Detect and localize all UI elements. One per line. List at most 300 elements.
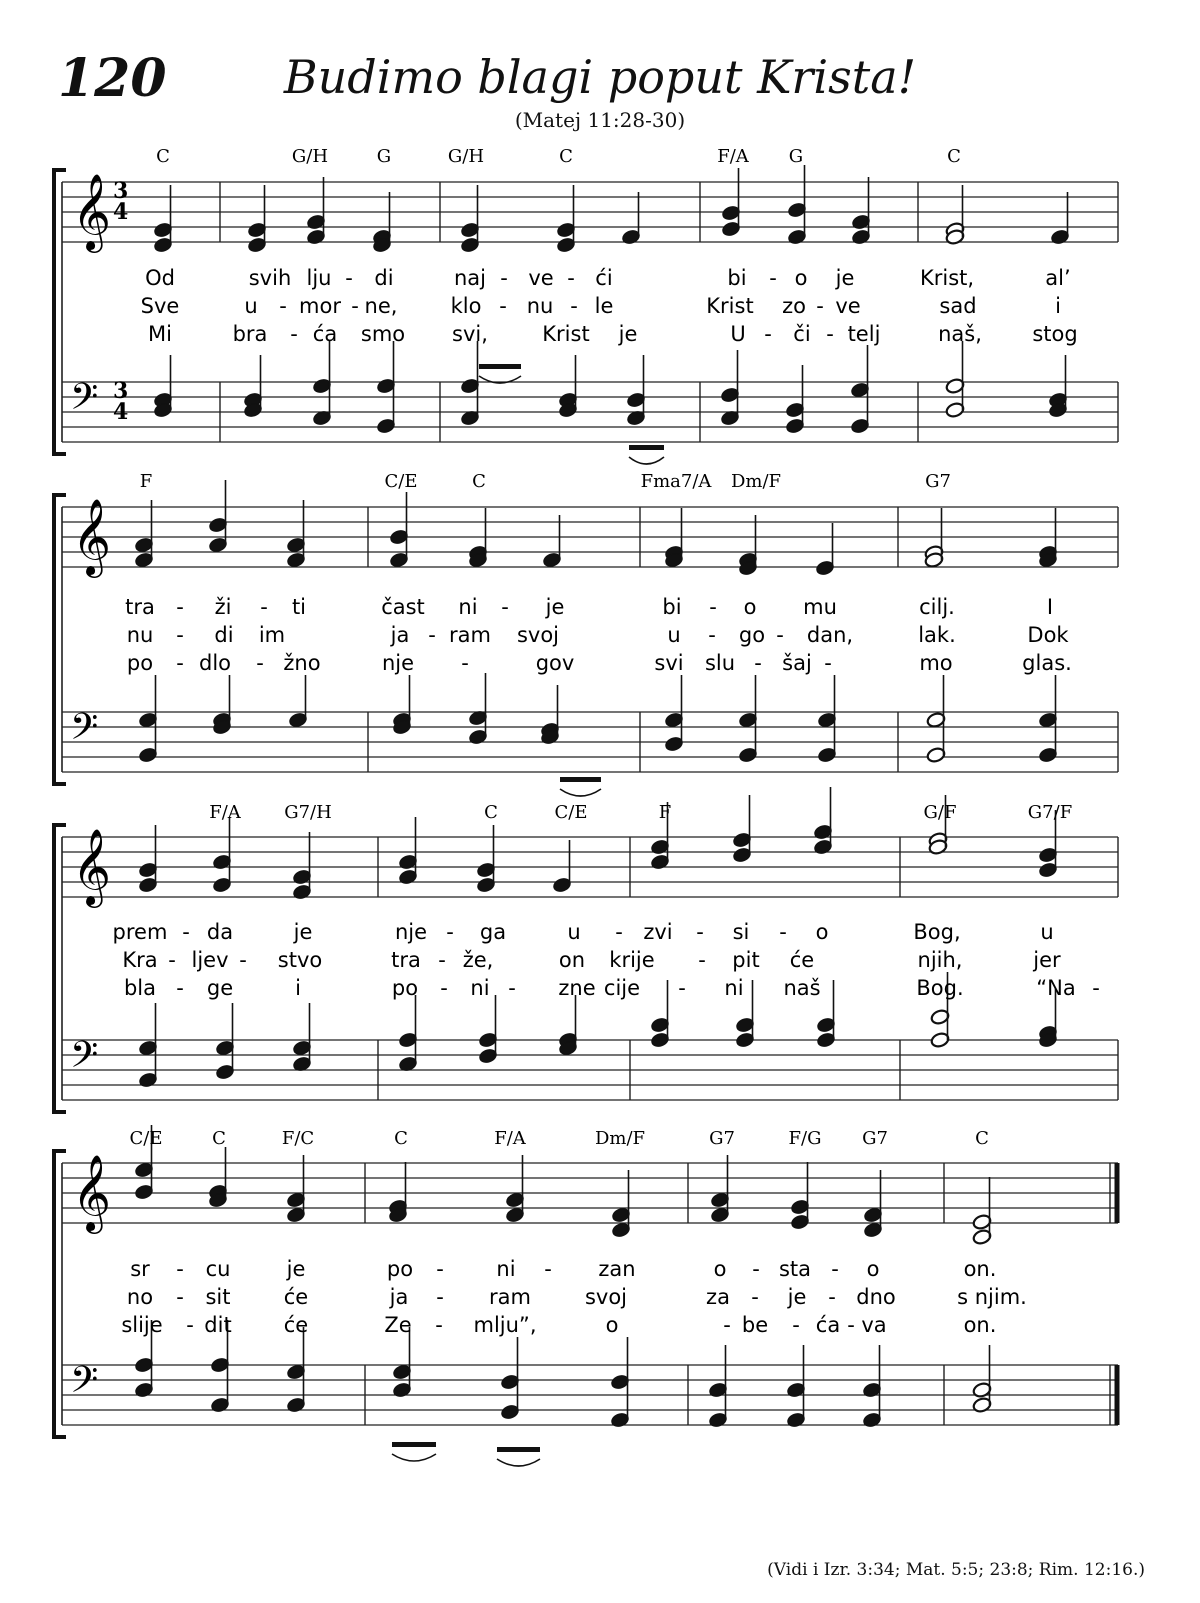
bass-clef-icon: 𝄢: [70, 1034, 99, 1085]
treble-note: [621, 192, 641, 246]
lyric-syllable: pit: [732, 948, 760, 972]
lyric-syllable: -: [260, 595, 268, 619]
lyric-syllable: -: [345, 266, 353, 290]
lyric-syllable: svi,: [452, 322, 488, 346]
lyric-syllable: s njim.: [957, 1285, 1027, 1309]
lyric-syllable: di: [374, 266, 394, 290]
lyric-syllable: -: [567, 266, 575, 290]
lyric-syllable: -: [764, 322, 772, 346]
lyric-syllable: će: [789, 948, 815, 972]
lyric-syllable: u: [567, 920, 581, 944]
lyric-syllable: gov: [535, 651, 575, 675]
lyric-syllable: cije: [603, 976, 641, 1000]
lyric-syllable: naš: [783, 976, 821, 1000]
chord-symbol: C: [947, 146, 961, 167]
chord-symbol: F: [139, 471, 153, 492]
beam: [497, 1447, 540, 1452]
treble-note: [476, 825, 496, 894]
hymn-number: 120: [58, 48, 167, 109]
lyric-syllable: -: [678, 976, 686, 1000]
treble-note: [138, 825, 158, 894]
lyric-syllable: naš,: [938, 322, 982, 346]
lyric-syllable: -: [792, 1313, 800, 1337]
lyric-syllable: zan: [598, 1257, 636, 1281]
time-signature-bottom: 4: [113, 399, 129, 425]
chord-symbol: C: [484, 802, 498, 823]
treble-note: [787, 165, 807, 246]
bass-note: [138, 1003, 158, 1089]
lyric-syllable: je: [618, 322, 638, 346]
chord-symbol: G: [376, 146, 392, 167]
bass-note: [786, 1345, 806, 1429]
bass-note: [1038, 675, 1058, 764]
lyric-syllable: po: [126, 651, 154, 675]
chord-symbol: Dm/F: [730, 471, 782, 492]
bass-note: [153, 355, 173, 419]
chord-symbol: Dm/F: [594, 1128, 646, 1149]
lyric-syllable: ram: [449, 623, 491, 647]
lyric-syllable: nu: [126, 623, 154, 647]
treble-note: [611, 1170, 631, 1239]
treble-note: [460, 185, 480, 254]
bass-note: [478, 995, 498, 1065]
lyric-syllable: bi: [727, 266, 747, 290]
lyric-syllable: stvo: [277, 948, 323, 972]
bass-note: [862, 1345, 882, 1429]
bass-note: [500, 1337, 520, 1421]
lyric-syllable: ni: [470, 976, 490, 1000]
lyric-syllable: ve: [835, 294, 861, 318]
lyric-syllable: -: [176, 1257, 184, 1281]
lyric-syllable: zo: [782, 294, 806, 318]
treble-note: [134, 500, 154, 569]
chord-symbol: C: [156, 146, 170, 167]
lyric-syllable: tra: [391, 948, 421, 972]
lyric-syllable: no: [126, 1285, 154, 1309]
slur: [392, 1454, 436, 1461]
lyric-syllable: -: [723, 1313, 731, 1337]
bass-note: [972, 1345, 992, 1414]
treble-note: [153, 185, 173, 254]
lyric-syllable: ne,: [364, 294, 398, 318]
lyric-syllable: šaj: [782, 651, 812, 675]
lyric-syllable: i: [1055, 294, 1061, 318]
lyric-syllable: -: [176, 651, 184, 675]
lyric-syllable: -: [176, 976, 184, 1000]
treble-note: [542, 515, 562, 569]
lyric-syllable: va: [861, 1313, 887, 1337]
slur: [629, 457, 664, 464]
lyric-syllable: -: [500, 266, 508, 290]
time-signature-bottom: 4: [113, 199, 129, 225]
lyric-syllable: ga: [479, 920, 507, 944]
treble-note: [721, 168, 741, 238]
lyric-syllable: mlju”,: [473, 1313, 537, 1337]
lyric-syllable: Sve: [140, 294, 180, 318]
system-bracket: [54, 1151, 66, 1437]
lyric-syllable: ća: [815, 1313, 841, 1337]
lyric-syllable: ja: [390, 623, 410, 647]
lyric-syllable: Krist: [706, 294, 754, 318]
lyric-syllable: nje: [381, 651, 415, 675]
system-4: [54, 1125, 1118, 1466]
lyric-syllable: ži: [214, 595, 232, 619]
treble-note: [815, 523, 835, 577]
lyric-syllable: di: [214, 623, 234, 647]
chord-symbol: C: [212, 1128, 226, 1149]
lyric-syllable: o: [794, 266, 808, 290]
lyric-syllable: -: [754, 651, 762, 675]
lyric-syllable: bi: [662, 595, 682, 619]
treble-clef-icon: 𝄞: [72, 828, 112, 905]
treble-note: [1038, 508, 1058, 569]
treble-note: [664, 508, 684, 569]
lyric-syllable: mor: [299, 294, 341, 318]
chord-symbol: G/H: [447, 146, 485, 167]
lyric-syllable: Od: [145, 266, 175, 290]
lyric-syllable: slije: [121, 1313, 163, 1337]
beam: [629, 445, 664, 450]
lyric-syllable: -: [435, 1313, 443, 1337]
chord-symbol: F/A: [209, 802, 241, 823]
chord-symbol: F/C: [281, 1128, 315, 1149]
bass-note: [392, 1327, 412, 1399]
lyric-syllable: on.: [963, 1257, 997, 1281]
treble-note: [208, 480, 228, 554]
lyric-syllable: slu: [704, 651, 736, 675]
bass-note: [738, 675, 758, 764]
lyric-syllable: o: [743, 595, 757, 619]
treble-note: [738, 515, 758, 577]
lyric-syllable: Bog,: [913, 920, 961, 944]
lyric-syllable: ni: [496, 1257, 516, 1281]
lyric-syllable: i: [295, 976, 301, 1000]
bass-note: [850, 345, 870, 435]
bass-note: [398, 995, 418, 1073]
lyric-syllable: cilj.: [919, 595, 955, 619]
treble-staff: [62, 498, 1118, 578]
bass-note: [720, 350, 740, 427]
lyric-syllable: lak.: [918, 623, 956, 647]
lyric-syllable: -: [351, 294, 359, 318]
bass-note: [312, 341, 332, 427]
lyric-syllable: -: [698, 948, 706, 972]
lyric-syllable: -: [176, 595, 184, 619]
beam: [479, 364, 521, 369]
chord-symbol: C: [559, 146, 573, 167]
lyric-syllable: će: [283, 1313, 309, 1337]
lyric-syllable: le: [594, 294, 614, 318]
lyric-syllable: -: [709, 595, 717, 619]
lyric-syllable: da: [206, 920, 234, 944]
lyric-syllable: -: [769, 266, 777, 290]
lyric-syllable: U: [730, 322, 746, 346]
lyric-syllable: -: [168, 948, 176, 972]
lyric-syllable: -: [847, 1313, 855, 1337]
lyric-syllable: -: [436, 1257, 444, 1281]
lyric-syllable: po: [391, 976, 419, 1000]
lyric-syllable: -: [446, 920, 454, 944]
lyric-syllable: je: [293, 920, 313, 944]
lyric-syllable: telj: [847, 322, 881, 346]
chord-symbol: F/A: [494, 1128, 526, 1149]
chord-symbol: G/F: [923, 802, 957, 823]
lyric-syllable: -: [779, 920, 787, 944]
lyric-syllable: -: [428, 623, 436, 647]
lyric-syllable: -: [461, 651, 469, 675]
lyric-syllable: o: [713, 1257, 727, 1281]
chord-symbol: G: [788, 146, 804, 167]
treble-note: [732, 795, 752, 864]
chord-symbol: C: [975, 1128, 989, 1149]
treble-note: [389, 492, 409, 569]
system-bracket: [54, 495, 66, 784]
lyric-syllable: -: [696, 920, 704, 944]
lyric-syllable: -: [570, 294, 578, 318]
bass-note: [650, 980, 670, 1049]
lyric-syllable: -: [436, 1285, 444, 1309]
lyric-syllable: po: [386, 1257, 414, 1281]
lyric-syllable: naj: [453, 266, 487, 290]
treble-note: [286, 500, 306, 569]
lyric-syllable: “Na: [1036, 976, 1076, 1000]
lyric-syllable: ve: [528, 266, 554, 290]
bass-note: [286, 1327, 306, 1414]
system-bracket: [54, 825, 66, 1112]
bass-note: [288, 675, 308, 729]
treble-note: [286, 1155, 306, 1224]
bass-note: [468, 673, 488, 746]
treble-note: [813, 787, 833, 856]
bass-note: [558, 995, 578, 1057]
lyric-syllable: će: [283, 1285, 309, 1309]
lyric-syllable: -: [176, 1285, 184, 1309]
lyric-syllable: ti: [291, 595, 307, 619]
lyric-syllable: zvi: [643, 920, 673, 944]
chord-symbol: C: [472, 471, 486, 492]
lyric-syllable: im: [258, 623, 286, 647]
chord-symbol: G7/F: [1027, 802, 1073, 823]
bass-note: [926, 675, 946, 764]
bass-clef-icon: 𝄢: [70, 706, 99, 757]
chord-symbol: F/G: [788, 1128, 822, 1149]
chord-symbol: F/A: [717, 146, 749, 167]
bass-note: [558, 355, 578, 419]
lyric-syllable: o: [866, 1257, 880, 1281]
system-1: [54, 146, 1118, 464]
chord-symbol: F: [658, 802, 672, 823]
lyric-syllable: žno: [283, 651, 321, 675]
chord-symbol: G7: [862, 1128, 888, 1149]
beam: [560, 777, 601, 782]
lyric-syllable: krije: [609, 948, 655, 972]
treble-note: [247, 185, 267, 254]
treble-note: [710, 1155, 730, 1224]
bass-note: [945, 341, 965, 419]
bass-clef-icon: 𝄢: [70, 1359, 99, 1410]
lyric-syllable: svoj: [584, 1285, 628, 1309]
bass-note: [626, 355, 646, 427]
lyric-syllable: je: [787, 1285, 807, 1309]
lyric-syllable: stog: [1032, 322, 1078, 346]
lyric-syllable: -: [824, 651, 832, 675]
lyric-syllable: o: [605, 1313, 619, 1337]
system-3: [54, 787, 1118, 1112]
lyric-syllable: Dok: [1027, 623, 1069, 647]
lyric-syllable: jer: [1033, 948, 1061, 972]
treble-note: [292, 832, 312, 901]
lyric-syllable: si: [732, 920, 750, 944]
lyric-syllable: dlo: [198, 651, 232, 675]
bass-note: [243, 355, 263, 419]
lyric-syllable: Krist,: [919, 266, 975, 290]
bass-note: [1048, 355, 1068, 419]
lyric-syllable: dan,: [806, 623, 854, 647]
lyric-syllable: on.: [963, 1313, 997, 1337]
lyric-syllable: či: [793, 322, 811, 346]
lyric-syllable: u: [244, 294, 258, 318]
lyric-syllable: Mi: [148, 322, 172, 346]
treble-note: [505, 1155, 525, 1224]
lyric-syllable: tra: [125, 595, 155, 619]
lyric-syllable: -: [239, 948, 247, 972]
lyric-syllable: -: [440, 976, 448, 1000]
lyric-syllable: ni: [724, 976, 744, 1000]
lyric-syllable: ge: [206, 976, 234, 1000]
lyric-syllable: -: [508, 976, 516, 1000]
lyric-syllable: -: [752, 1257, 760, 1281]
treble-clef-icon: 𝄞: [72, 498, 112, 575]
treble-note: [306, 177, 326, 246]
lyric-syllable: -: [501, 595, 509, 619]
lyric-syllable: -: [831, 1257, 839, 1281]
lyric-syllable: za: [706, 1285, 730, 1309]
lyric-syllable: svih: [248, 266, 292, 290]
bass-note: [817, 675, 837, 764]
lyric-syllable: be: [741, 1313, 769, 1337]
lyric-syllable: smo: [360, 322, 406, 346]
bass-note: [664, 675, 684, 753]
time-signature-top: 3: [113, 178, 129, 204]
bass-note: [392, 675, 412, 736]
bass-note: [138, 675, 158, 764]
lyric-syllable: sad: [939, 294, 977, 318]
slur: [560, 789, 601, 796]
lyric-syllable: -: [186, 1313, 194, 1337]
chord-symbol: C/E: [129, 1128, 163, 1149]
lyric-syllable: sr: [130, 1257, 150, 1281]
chord-symbol: C/E: [384, 471, 418, 492]
lyric-syllable: Bog.: [916, 976, 964, 1000]
lyric-syllable: -: [256, 651, 264, 675]
bass-note: [212, 675, 232, 736]
lyric-syllable: Krist: [542, 322, 590, 346]
lyric-syllable: prem: [112, 920, 168, 944]
lyric-syllable: sta: [778, 1257, 812, 1281]
bass-note: [376, 341, 396, 435]
lyric-syllable: nje: [394, 920, 428, 944]
treble-note: [372, 192, 392, 254]
lyric-syllable: že,: [462, 948, 494, 972]
beam: [392, 1442, 436, 1447]
treble-clef-icon: 𝄞: [72, 1154, 112, 1231]
bass-note: [785, 365, 805, 435]
lyric-syllable: zne: [558, 976, 596, 1000]
chord-symbol: C: [394, 1128, 408, 1149]
lyric-syllable: lju: [306, 266, 332, 290]
lyric-syllable: dit: [204, 1313, 232, 1337]
chord-symbol: C/E: [554, 802, 588, 823]
lyric-syllable: u: [667, 623, 681, 647]
lyric-syllable: al’: [1045, 266, 1071, 290]
treble-note: [790, 1162, 810, 1231]
bass-note: [215, 1003, 235, 1081]
lyric-syllable: -: [826, 322, 834, 346]
lyric-syllable: -: [828, 1285, 836, 1309]
time-signature-top: 3: [113, 378, 129, 404]
hymn-title: Budimo blagi poput Krista!: [283, 50, 917, 104]
lyric-syllable: je: [545, 595, 565, 619]
chord-symbol: G/H: [291, 146, 329, 167]
lyric-syllable: ram: [489, 1285, 531, 1309]
lyric-syllable: bra: [232, 322, 268, 346]
treble-note: [863, 1170, 883, 1239]
lyric-syllable: -: [615, 920, 623, 944]
treble-note: [468, 508, 488, 569]
lyric-syllable: -: [544, 1257, 552, 1281]
lyric-syllable: ća: [312, 322, 338, 346]
lyric-syllable: svoj: [516, 623, 560, 647]
lyric-syllable: nu: [526, 294, 554, 318]
lyric-syllable: -: [182, 920, 190, 944]
bass-note: [708, 1345, 728, 1429]
bass-clef-icon: 𝄢: [70, 376, 99, 427]
lyric-syllable: on: [558, 948, 586, 972]
lyric-syllable: je: [286, 1257, 306, 1281]
lyric-syllable: -: [1092, 976, 1100, 1000]
lyric-syllable: -: [438, 948, 446, 972]
system-2: [54, 471, 1118, 796]
lyric-syllable: je: [835, 266, 855, 290]
chord-symbol: Fma7/A: [640, 471, 712, 492]
lyric-syllable: -: [176, 623, 184, 647]
lyric-syllable: Kra: [122, 948, 158, 972]
bass-note: [540, 685, 560, 746]
chord-symbol: G7: [925, 471, 951, 492]
chord-symbol: G7/H: [284, 802, 332, 823]
lyric-syllable: čast: [381, 595, 425, 619]
treble-note: [924, 508, 944, 569]
bass-note: [460, 341, 480, 427]
lyric-syllable: go: [738, 623, 766, 647]
lyric-syllable: -: [499, 294, 507, 318]
treble-note: [945, 185, 965, 246]
lyric-syllable: ljev: [191, 948, 229, 972]
lyric-syllable: njih,: [917, 948, 963, 972]
lyric-syllable: cu: [205, 1257, 231, 1281]
lyric-syllable: glas.: [1022, 651, 1072, 675]
lyric-syllable: ći: [595, 266, 613, 290]
treble-note: [972, 1177, 992, 1246]
lyric-syllable: klo: [450, 294, 482, 318]
scripture-reference: (Matej 11:28-30): [514, 108, 686, 132]
slur: [497, 1459, 540, 1466]
lyric-syllable: -: [708, 623, 716, 647]
bass-note: [292, 1003, 312, 1073]
lyric-syllable: sit: [205, 1285, 231, 1309]
treble-note: [556, 185, 576, 254]
lyric-syllable: bla: [123, 976, 157, 1000]
